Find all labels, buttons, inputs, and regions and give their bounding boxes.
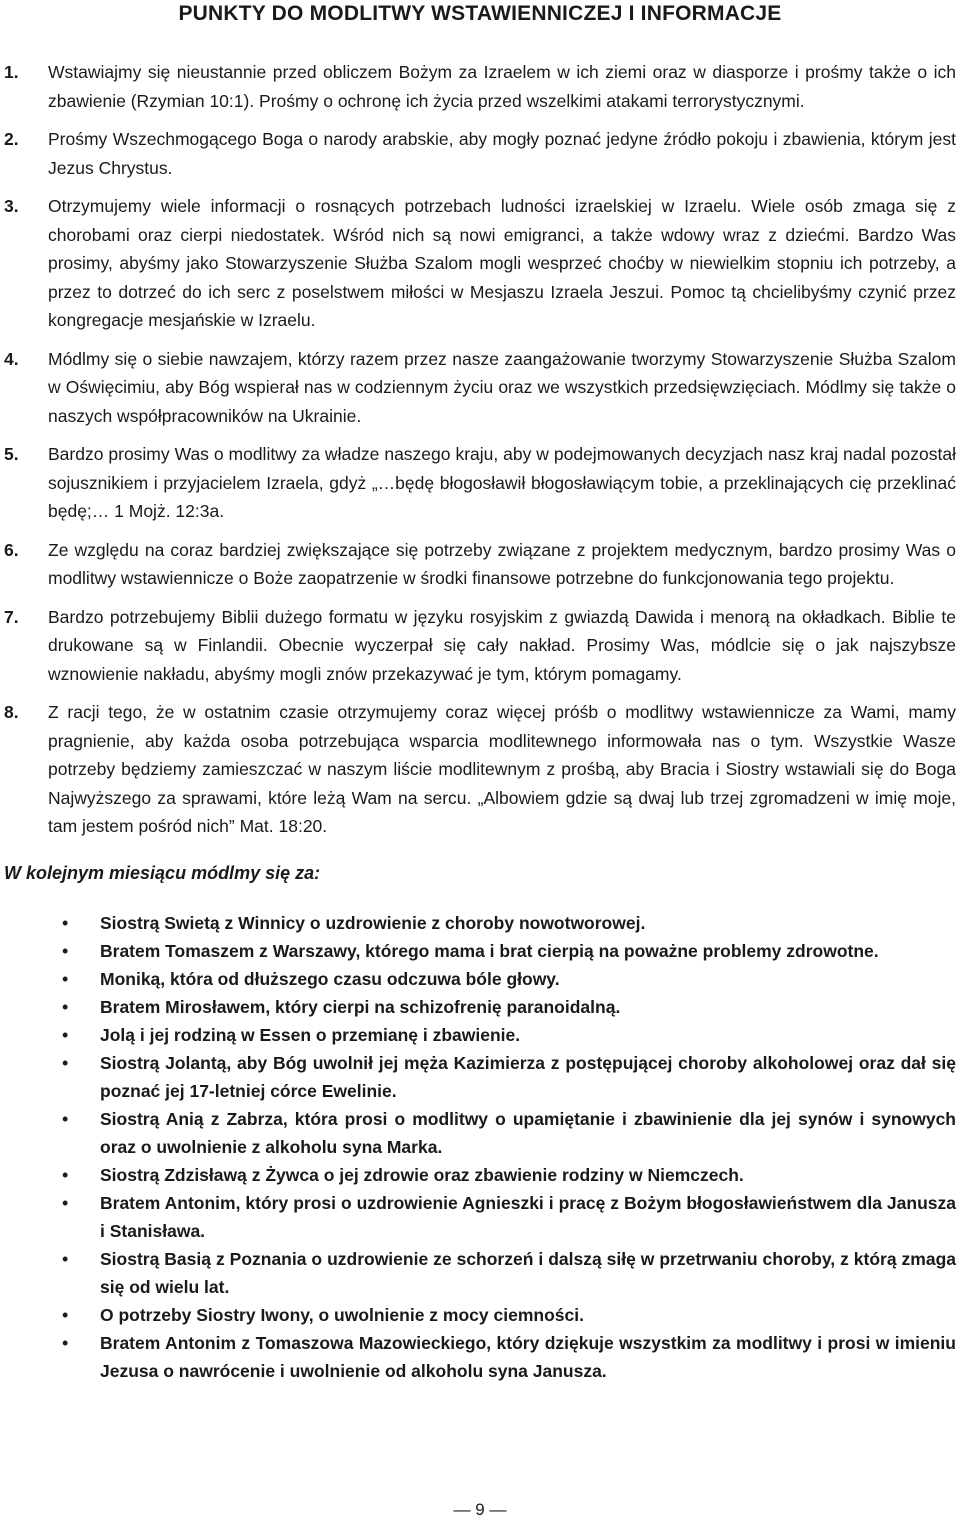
list-item [4,1105,956,1161]
prayer-point [4,698,956,841]
prayer-point [4,440,956,526]
bullet-icon: • [62,1024,69,1045]
bullet-icon: • [62,940,69,961]
bullet-icon: • [62,1052,69,1073]
bullet-icon: • [62,1304,69,1325]
point-number: 2. [4,129,19,149]
list-item-text: O potrzeby Siostry Iwony, o uwolnienie z mocy ciemności. [100,1304,584,1325]
list-item [4,965,956,993]
point-number: 1. [4,62,19,82]
list-item [4,993,956,1021]
point-text: Módlmy się o siebie nawzajem, którzy razem przez nasze zaangażowanie tworzymy Stowarzyszenie Służba Szalom w Oświęcimiu, aby Bóg wspierał nas w codziennym życiu oraz we wszystkich przedsięwzięciach. Módlmy się także o naszych współpracowników na Ukrainie. [48,348,956,426]
list-item-text: Bratem Antonim, który prosi o uzdrowienie Agnieszki i pracę z Bożym błogosławieństwem dla Janusza i Stanisława. [100,1192,956,1241]
point-number: 5. [4,444,19,464]
prayer-point [4,603,956,689]
list-item [4,909,956,937]
prayer-point [4,192,956,335]
point-text: Otrzymujemy wiele informacji o rosnących potrzebach ludności izraelskiej w Izraelu. Wiele osób zmaga się z chorobami oraz cierpi niedostatek. Wśród nich są nowi emigranci, a także wdowy wraz z dziećmi. Bardzo Was prosimy, abyśmy jako Stowarzyszenie Służba Szalom mogli wesprzeć choćby w niewielkim stopniu ich potrzeby, a przez to dotrzeć do ich serc z poselstwem miłości w Mesjaszu Izraela Jeszui. Pomoc tą chcielibyśmy czynić przez kongregacje mesjańskie w Izraelu. [48,196,956,330]
page-number: — 9 — [453,1500,507,1519]
list-item-text: Siostrą Jolantą, aby Bóg uwolnił jej męża Kazimierza z postępującej choroby alkoholowej oraz dał się poznać jej 17-letniej córce Ewelinie. [100,1052,956,1101]
point-number: 4. [4,348,19,369]
point-text: Prośmy Wszechmogącego Boga o narody arabskie, aby mogły poznać jedyne źródło pokoju i zbawienia, którym jest Jezus Chrystus. [48,129,956,178]
point-text: Z racji tego, że w ostatnim czasie otrzymujemy coraz więcej próśb o modlitwy wstawiennicze za Wami, mamy pragnienie, aby każda osoba potrzebująca wsparcia modlitewnego informowała nas o tym. Wszystkie Wasze potrzeby będziemy zamieszczać w naszym liście modlitewnym z prośbą, aby Bracia i Siostry wstawiali się do Boga Najwyższego za sprawami, które leżą Wam na sercu. „Albowiem gdzie są dwaj lub trzej zgromadzeni w imię moje, tam jestem pośród nich” Mat. 18:20. [48,702,956,836]
list-item-text: Bratem Mirosławem, który cierpi na schizofrenię paranoidalną. [100,996,621,1017]
prayer-point [4,125,956,182]
list-item-text: Siostrą Anią z Zabrza, która prosi o modlitwy o upamiętanie i zbawinienie dla jej synów i synowych oraz o uwolnienie z alkoholu syna Marka. [100,1108,956,1157]
point-number: 6. [4,539,19,560]
list-item-text: Siostrą Swietą z Winnicy o uzdrowienie z choroby nowotworowej. [100,912,646,933]
point-text: Wstawiajmy się nieustannie przed obliczem Bożym za Izraelem w ich ziemi oraz w diasporze i prośmy także o ich zbawienie (Rzymian 10:1). Prośmy o ochronę ich życia przed wszelkimi atakami terrorystycznymi. [48,62,956,111]
list-item [4,1049,956,1105]
prayer-point [4,536,956,593]
list-item [4,1245,956,1301]
prayer-point [4,58,956,115]
point-number: 7. [4,606,19,627]
list-item [4,1301,956,1329]
prayer-points-list [4,58,956,841]
list-item [4,1189,956,1245]
bullet-icon: • [62,1164,69,1185]
list-item-text: Bratem Antonim z Tomaszowa Mazowieckiego, który dziękuje wszystkim za modlitwy i prosi w imieniu Jezusa o nawrócenie i uwolnienie od alkoholu syna Janusza. [100,1332,956,1381]
list-item-text: Bratem Tomaszem z Warszawy, którego mama i brat cierpią na poważne problemy zdrowotne. [100,940,879,961]
prayer-items-list [4,909,956,1385]
point-text: Ze względu na coraz bardziej zwiększające się potrzeby związane z projektem medycznym, bardzo prosimy Was o modlitwy wstawiennicze o Boże zaopatrzenie w środki finansowe potrzebne do funkcjonowania tego projektu. [48,539,956,588]
bullet-icon: • [62,1248,69,1269]
bullet-icon: • [62,1108,69,1129]
page-title: PUNKTY DO MODLITWY WSTAWIENNICZEJ I INFORMACJE [178,2,782,25]
point-text: Bardzo potrzebujemy Biblii dużego formatu w języku rosyjskim z gwiazdą Dawida i menorą na okładkach. Biblie te drukowane są w Finlandii. Obecnie wyczerpał się cały nakład. Prosimy Was, módlcie się o jak najszybsze wznowienie nakładu, abyśmy mogli znów przekazywać je tym, którym pomagamy. [48,606,956,684]
list-item-text: Siostrą Zdzisławą z Żywca o jej zdrowie oraz zbawienie rodziny w Niemczech. [100,1164,744,1185]
list-item-text: Moniką, która od dłuższego czasu odczuwa bóle głowy. [100,968,560,989]
list-item [4,1329,956,1385]
month-heading: W kolejnym miesiącu módlmy się za: [4,862,321,883]
list-item-text: Jolą i jej rodziną w Essen o przemianę i zbawienie. [100,1024,521,1045]
list-item-text: Siostrą Basią z Poznania o uzdrowienie ze schorzeń i dalszą siłę w przetrwaniu choroby, z którą zmaga się od wielu lat. [100,1248,956,1297]
list-item [4,1161,956,1189]
prayer-point [4,345,956,431]
point-number: 3. [4,196,19,216]
bullet-icon: • [62,1192,69,1213]
bullet-icon: • [62,1332,69,1353]
point-number: 8. [4,702,19,722]
bullet-icon: • [62,912,69,933]
bullet-icon: • [62,996,69,1017]
point-text: Bardzo prosimy Was o modlitwy za władze naszego kraju, aby w podejmowanych decyzjach nasz kraj nadal pozostał sojusznikiem i przyjacielem Izraela, gdyż „…będę błogosławił błogosławiącym tobie, a przeklinających cię przeklinać będę;… 1 Mojż. 12:3a. [48,444,956,521]
list-item [4,937,956,965]
bullet-icon: • [62,968,69,989]
list-item [4,1021,956,1049]
